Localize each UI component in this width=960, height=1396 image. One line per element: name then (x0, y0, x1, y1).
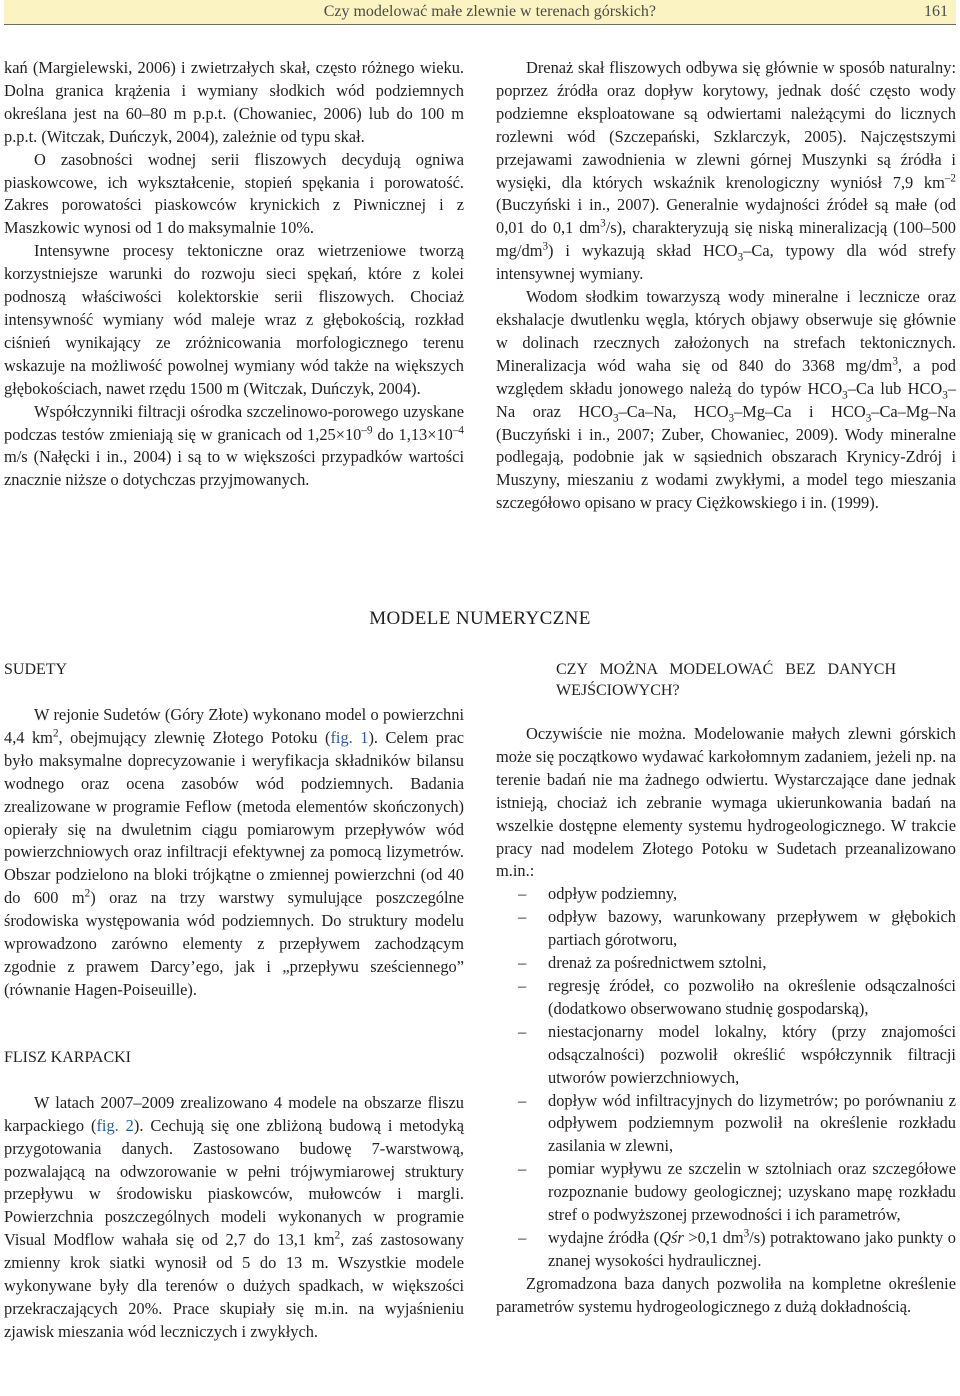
list-item: – wydajne źródła (Qśr >0,1 $dm^3/s$) potraktowano jako punkty o znanej wysokości hydraulicznej. (496, 1227, 956, 1273)
list-item: – pomiar wypływu ze szczelin w sztolniach oraz szczegółowe rozpoznanie budowy geologicznej; uzyskano mapę rozkładu stref o podwyższonej przewodności i ich parametrów, (496, 1158, 956, 1227)
running-title: Czy modelować małe zlewnie w terenach górskich? (323, 3, 656, 20)
subsection-heading-czy: CZY MOŻNA MODELOWAĆ BEZ DANYCH WEJŚCIOWYCH? (556, 661, 896, 699)
list-item: – odpływ bazowy, warunkowany przepływem w głębokich partiach górotworu, (496, 906, 956, 952)
subsection-heading-flisz: FLISZ KARPACKI (4, 1048, 131, 1066)
list-item: – regresję źródeł, co pozwoliło na określenie odsączalności (dodatkowo obserwowano studnię gospodarską), (496, 975, 956, 1021)
list-item: – drenaż za pośrednictwem sztolni, (496, 952, 956, 975)
right-column-upper (496, 57, 956, 515)
figure-link[interactable]: fig. 1 (330, 727, 369, 747)
list-item: – odpływ podziemny, (496, 883, 956, 906)
page-header (4, 0, 956, 24)
page-number: 161 (924, 3, 948, 20)
paragraph: Wodom słodkim towarzyszą wody mineralne i lecznicze oraz ekshalacje dwutlenku węgla, których objawy obserwuje się głównie w dolinach rzecznych założonych na strefach tektonicznych. Mineralizacja wód waha się od 840 do 3368 $mg/dm^3$, a pod względem składu jonowego należą do typów $HCO_3-Ca$ lub $HCO_3-Na$ oraz $HCO_3-Ca-Na$, $HCO_3-Mg-Ca$ i $HCO_3-Ca-Mg-Na$ (Buczyński i in., 2007; Zuber, Chowaniec, 2009). Wody mineralne podlegają, podobnie jak w sąsiednich obszarach Krynicy-Zdrój i Muszyny, mieszaniu z wodami zwykłymi, a model tego mieszania szczegółowo opisano w pracy Ciężkowskiego i in. (1999). (496, 287, 957, 513)
paragraph: O zasobności wodnej serii fliszowych decydują ogniwa piaskowcowe, ich wykształcenie, stopień spękania i porowatość. Zakres porowatości piaskowców krynickich z Piwnicznej i z Maszkowic wynosi od 1 do maksymalnie 10%. (4, 149, 464, 238)
list-item: – dopływ wód infiltracyjnych do lizymetrów; po porównaniu z odpływem podziemnym pozwolił na określenie rozkładu zasilania w zlewni, (496, 1090, 956, 1159)
paragraph: W latach 2007–2009 zrealizowano 4 modele na obszarze fliszu karpackiego (fig. 2). Cechują się one zbliżoną budową i metodyką przygotowania danych. Zastosowano budowę 7-warstwową, pozwalającą na odwzorowanie w pełni trójwymiarowej struktury przepływu w środowisku piaskowców, mułowców i margli. Powierzchnia poszczególnych modeli wykonanych w programie Visual Modflow wahała się od 2,7 do 13,1 $km^2$, zaś zastosowany zmienny krok siatki wynosił od 5 do 13 m. Wszystkie modele wykonywane były dla terenów o dużych spadkach, w większości przekraczających 20%. Prace skupiały się m.in. na wyjaśnieniu zjawisk mieszania wód leczniczych i zwykłych. (4, 1092, 464, 1341)
paragraph: Drenaż skał fliszowych odbywa się głównie w sposób naturalny: poprzez źródła oraz dopływ korytowy, jednak dość często wody podziemne eksploatowane są odwiertami należącymi do licznych rozlewni wód (Szczepański, Szklarczyk, 2005). Najczęstszymi przejawami zawodnienia w zlewni górnej Muszynki są źródła i wysięki, dla których wskaźnik krenologiczny wyniósł 7,9 $km^{-2}$ (Buczyński i in., 2007). Generalnie wydajności źródeł są małe (od 0,01 do 0,1 $dm^3/s$), charakteryzują się niską mineralizacją (100–500 $mg/dm^3$) i wykazują skład $HCO_3-Ca$, typowy dla wód strefy intensywnej wymiany. (496, 58, 956, 284)
paragraph: Intensywne procesy tektoniczne oraz wietrzeniowe tworzą korzystniejsze warunki do rozwoju sieci spękań, które z kolei podnoszą właściwości kolektorskie serii fliszowych. Chociaż intensywność wymiany wód maleje wraz z głębokością, rozkład ciśnień wynikający ze zróżnicowania morfologicznego terenu wskazuje na możliwość powolnej wymiany wód także na większych głębokościach, nawet rzędu 1500 m (Witczak, Duńczyk, 2004). (4, 241, 464, 398)
subsection-heading-sudety: SUDETY (4, 661, 68, 678)
left-column-lower (4, 659, 464, 1344)
dash-list (496, 883, 956, 1272)
paragraph: Zgromadzona baza danych pozwoliła na kompletne określenie parametrów systemu hydrogeologicznego z dużą dokładnością. (496, 1273, 956, 1316)
section-heading: MODELE NUMERYCZNE (369, 608, 591, 629)
list-item: – niestacjonarny model lokalny, który (przy znajomości odsączalności) pozwolił określić współczynnik filtracji utworów powierzchniowych, (496, 1021, 956, 1090)
figure-link[interactable]: fig. 2 (96, 1115, 134, 1135)
paragraph: kań (Margielewski, 2006) i zwietrzałych skał, często różnego wieku. Dolna granica krążenia i wymiany słodkich wód podziemnych określana jest na 60–80 m p.p.t. (Chowaniec, 2006) lub do 100 m p.p.t. (Witczak, Duńczyk, 2004), zależnie od typu skał. (4, 58, 464, 146)
paragraph: W rejonie Sudetów (Góry Złote) wykonano model o powierzchni 4,4 $km^2$, obejmujący zlewnię Złotego Potoku (fig. 1). Celem prac było maksymalne doprecyzowanie i weryfikacja składników bilansu wodnego oraz ocena zasobów wód podziemnych. Badania zrealizowane w programie Feflow (metoda elementów skończonych) opierały się na dwuletnim ciągu pomiarowym przepływów wód powierzchniowych oraz infiltracji efektywnej za pomocą lizymetrów. Obszar podzielono na bloki trójkątne o zmiennej powierzchni (od 40 do 600 $m^2$) oraz na trzy warstwy symulujące poszczególne środowiska występowania wód podziemnych. Do struktury modelu wprowadzono zarówno elementy z przepływem zachodzącym zgodnie z prawem Darcy’ego, jak i „przepływu sześciennego” (równanie Hagen-Poiseuille). (4, 705, 465, 999)
paragraph: Oczywiście nie można. Modelowanie małych zlewni górskich może się początkowo wydawać karkołomnym zadaniem, jeżeli np. na terenie badań nie ma żadnego odwiertu. Wystarczające dane jednak istnieją, chociaż ich zebranie wymaga ukierunkowania badań na wszelkie dostępne elementy systemu hydrogeologicznego. W trakcie pracy nad modelem Złotego Potoku w Sudetach przeanalizowano m.in.: (496, 724, 956, 881)
left-column-upper (4, 57, 464, 492)
right-column-lower (496, 659, 956, 1319)
paragraph: Współczynniki filtracji ośrodka szczelinowo-porowego uzyskane podczas testów zmieniają się w granicach od $1,25\times 10^{-9}$ do $1,13\times 10^{-4}$ m/s (Nałęcki i in., 2004) i są to w większości przypadków wartości znacznie niższe o dotychczas przyjmowanych. (4, 401, 464, 490)
header-rule (4, 24, 956, 25)
